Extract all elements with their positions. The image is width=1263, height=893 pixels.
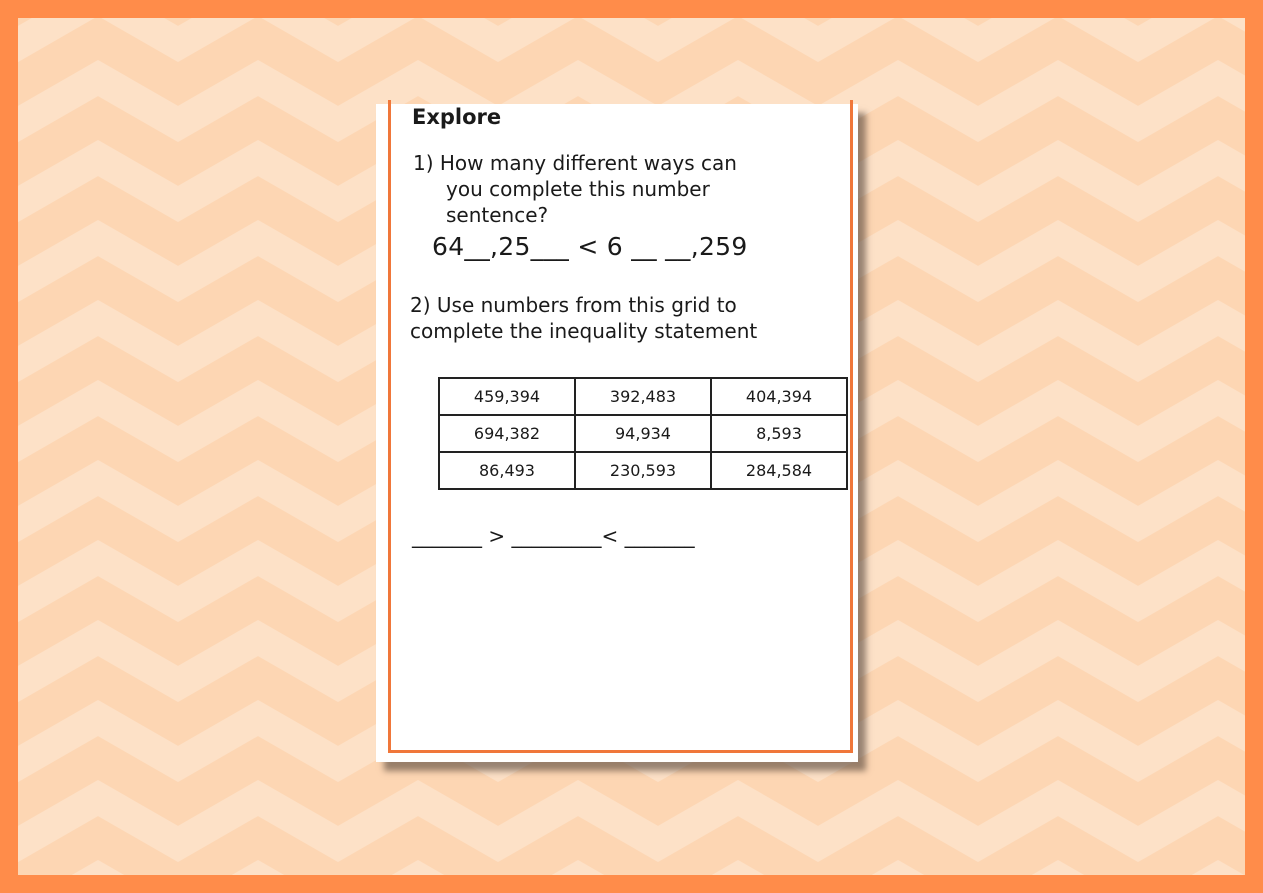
question-1-line-1: 1) How many different ways can (413, 151, 737, 175)
chevron-stripe (18, 838, 1245, 875)
grid-cell: 86,493 (439, 452, 575, 489)
section-heading: Explore (412, 105, 502, 129)
grid-cell: 694,382 (439, 415, 575, 452)
inequality-statement: _______ > _________< _______ (412, 524, 695, 548)
worksheet-card (376, 104, 858, 762)
grid-cell: 459,394 (439, 378, 575, 415)
question-2-line-1: 2) Use numbers from this grid to (410, 293, 737, 317)
grid-cell: 284,584 (711, 452, 847, 489)
question-1 (413, 150, 737, 228)
chevron-stripe (18, 758, 1245, 804)
question-2 (410, 292, 757, 344)
question-2-line-2: complete the inequality statement (410, 319, 758, 343)
number-sentence: 64__,25___ < 6 __ __,259 (432, 232, 748, 261)
number-grid (438, 377, 848, 490)
chevron-stripe (18, 38, 1245, 84)
question-1-line-3: sentence? (446, 203, 549, 227)
grid-row (439, 378, 847, 415)
grid-cell: 94,934 (575, 415, 711, 452)
grid-row (439, 415, 847, 452)
grid-cell: 404,394 (711, 378, 847, 415)
grid-row (439, 452, 847, 489)
question-1-line-2: you complete this number (446, 177, 710, 201)
grid-cell: 230,593 (575, 452, 711, 489)
grid-cell: 392,483 (575, 378, 711, 415)
grid-cell: 8,593 (711, 415, 847, 452)
